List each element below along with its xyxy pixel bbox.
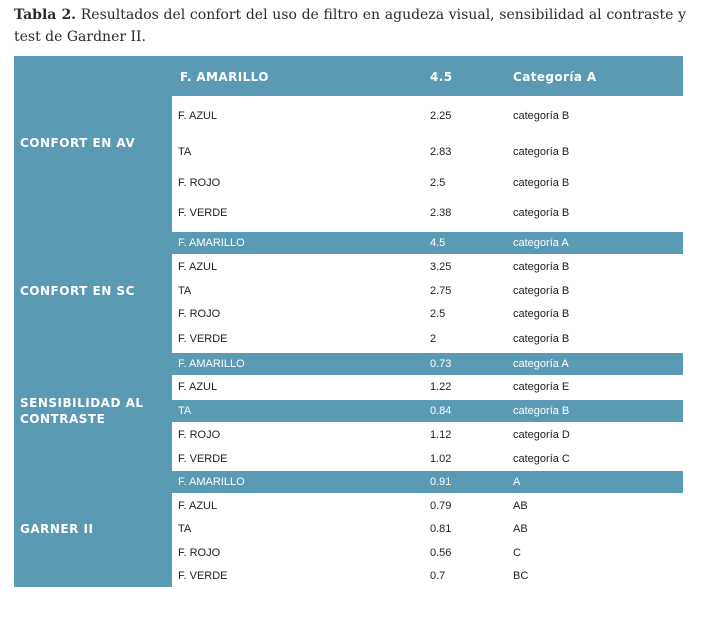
row-category: A — [513, 476, 521, 488]
group-label-text: GARNER II — [20, 521, 94, 536]
row-filter: F. AMARILLO — [178, 358, 245, 370]
row-category: C — [513, 547, 521, 559]
caption-text: Resultados del confort del uso de filtro en agudeza visual, sensibilidad al contraste y test de Gardner II. — [14, 7, 686, 45]
row-value: 2.38 — [430, 207, 452, 219]
group-label-text: CONFORT EN AV — [20, 136, 136, 150]
highlight-row — [172, 232, 683, 254]
caption-label: Tabla 2. — [14, 7, 77, 23]
row-filter: F. VERDE — [178, 333, 228, 345]
row-value: 1.22 — [430, 381, 452, 393]
highlight-row — [172, 400, 683, 422]
row-category: categoría B — [513, 333, 570, 345]
row-value: 2.5 — [430, 308, 446, 320]
row-filter: TA — [178, 523, 192, 535]
row-value: 0.91 — [430, 476, 452, 488]
row-category: categoría A — [513, 237, 569, 249]
row-filter: F. ROJO — [178, 547, 221, 559]
row-category: categoría B — [513, 405, 570, 417]
row-value: 3.25 — [430, 261, 452, 273]
row-filter: F. AZUL — [178, 381, 218, 393]
row-filter: F. AZUL — [178, 110, 218, 122]
row-value: 1.12 — [430, 429, 452, 441]
group-label — [14, 56, 172, 230]
row-category: categoría B — [513, 177, 570, 189]
row-filter: F. VERDE — [178, 453, 228, 465]
row-category: categoría B — [513, 207, 570, 219]
group-label — [14, 230, 172, 352]
row-value: 1.02 — [430, 453, 452, 465]
header-filter: F. AMARILLO — [180, 70, 269, 84]
row-filter: F. ROJO — [178, 177, 221, 189]
row-category: categoría E — [513, 381, 570, 393]
row-category: categoría B — [513, 285, 570, 297]
row-filter: F. VERDE — [178, 207, 228, 219]
row-filter: F. AZUL — [178, 261, 218, 273]
row-value: 4.5 — [430, 237, 446, 249]
row-filter: F. AMARILLO — [178, 476, 245, 488]
row-value: 2.83 — [430, 146, 452, 158]
row-filter: TA — [178, 285, 192, 297]
row-filter: TA — [178, 146, 192, 158]
row-category: categoría B — [513, 308, 570, 320]
row-category: BC — [513, 570, 529, 582]
row-value: 0.81 — [430, 523, 452, 535]
row-filter: TA — [178, 405, 192, 417]
row-filter: F. AMARILLO — [178, 237, 245, 249]
group-label — [14, 470, 172, 587]
row-category: categoría B — [513, 110, 570, 122]
row-category: categoría B — [513, 261, 570, 273]
row-value: 2.25 — [430, 110, 452, 122]
row-category: categoría C — [513, 453, 570, 465]
row-value: 0.73 — [430, 358, 452, 370]
row-value: 0.56 — [430, 547, 452, 559]
row-category: AB — [513, 523, 528, 535]
header-value: 4.5 — [430, 70, 453, 84]
header-category: Categoría A — [513, 70, 597, 84]
row-value: 2.5 — [430, 177, 446, 189]
row-filter: F. AZUL — [178, 500, 218, 512]
row-filter: F. ROJO — [178, 429, 221, 441]
row-value: 0.79 — [430, 500, 452, 512]
row-value: 2 — [430, 333, 437, 345]
highlight-row — [172, 353, 683, 375]
row-filter: F. ROJO — [178, 308, 221, 320]
highlight-row — [172, 471, 683, 493]
group-label-text: SENSIBILIDAD AL CONTRASTE — [20, 396, 144, 426]
row-value: 0.84 — [430, 405, 452, 417]
group-label-text: CONFORT EN SC — [20, 284, 135, 298]
row-category: categoría A — [513, 358, 569, 370]
row-filter: F. VERDE — [178, 570, 228, 582]
row-value: 0.7 — [430, 570, 446, 582]
row-category: categoría D — [513, 429, 570, 441]
row-category: categoría B — [513, 146, 570, 158]
row-value: 2.75 — [430, 285, 452, 297]
row-category: AB — [513, 500, 528, 512]
group-label — [14, 352, 172, 470]
